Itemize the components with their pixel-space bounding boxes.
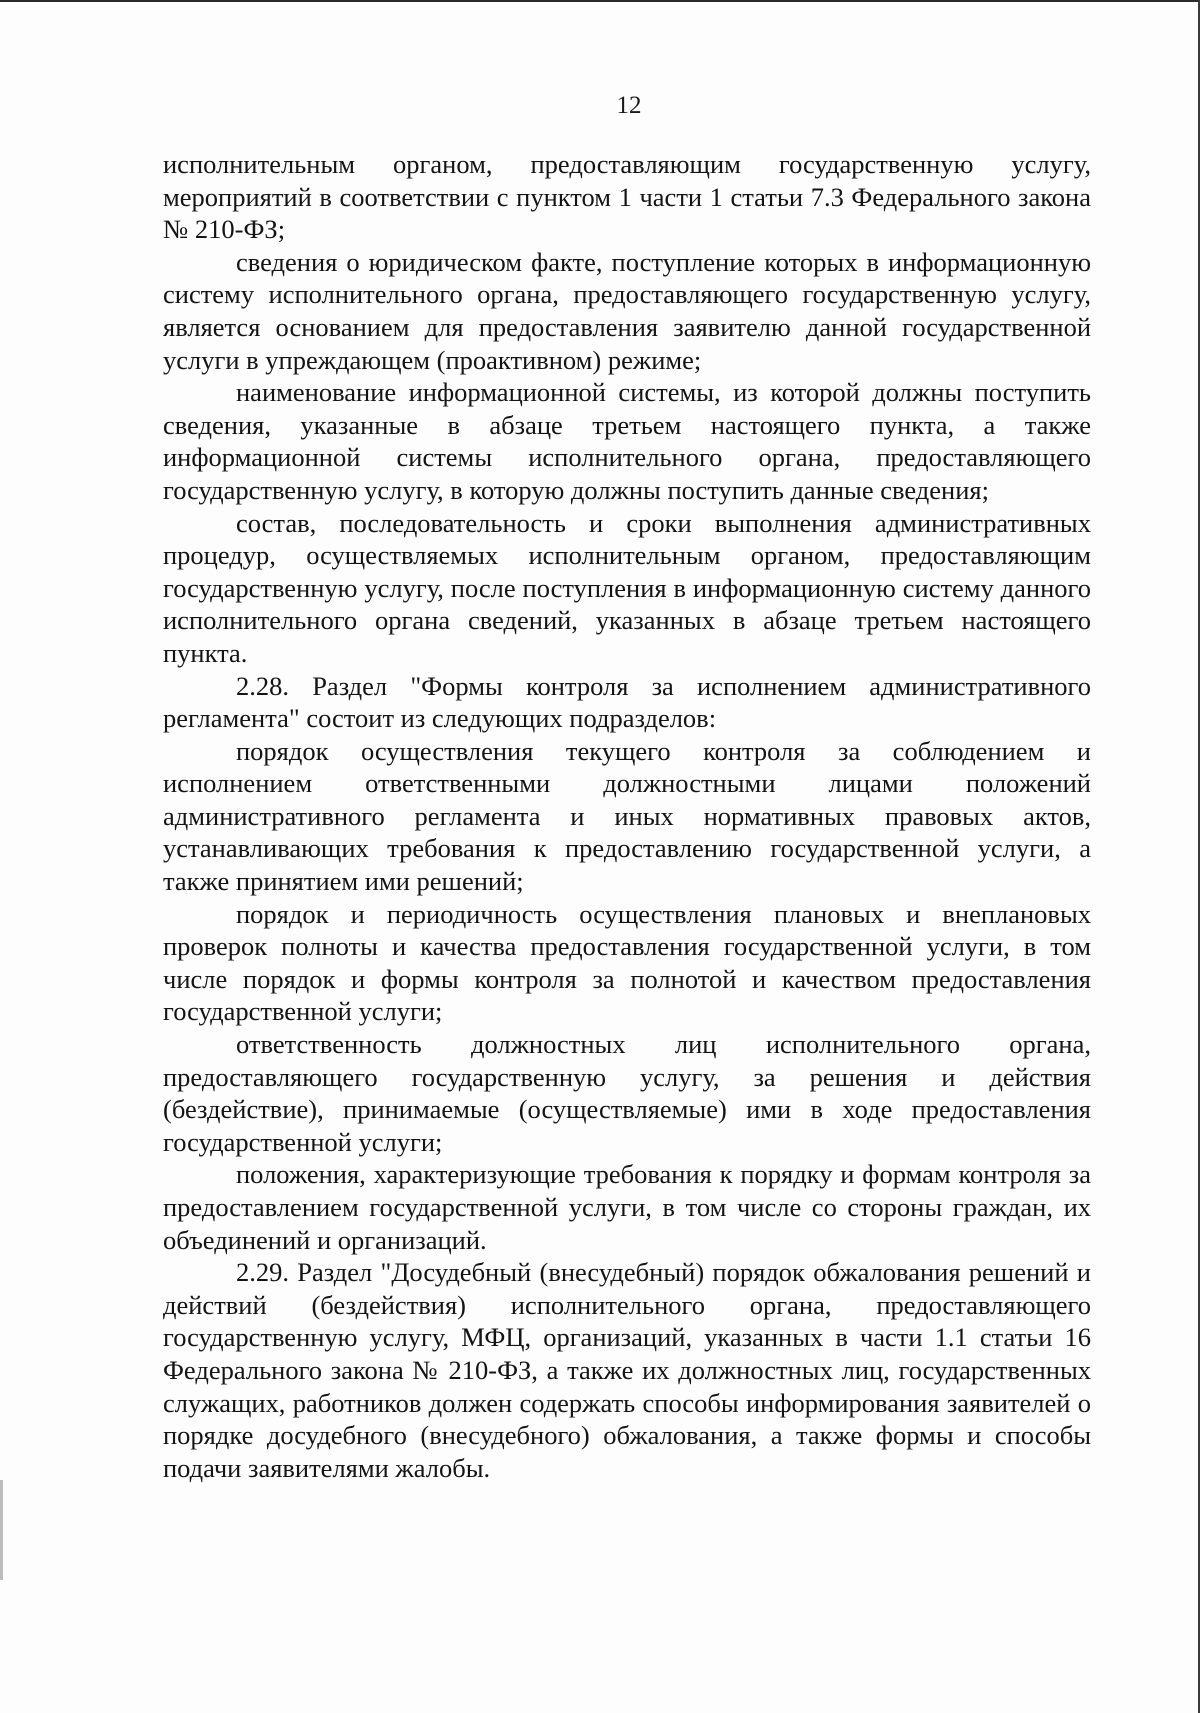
scan-border-top [0, 0, 1200, 2]
paragraph-4: состав, последовательность и сроки выполнения административных процедур, осуществляемых исполнительным органом, предоставляющим государственную услугу, после поступления в информационную систему данного исполнительного органа сведений, указанных в абзаце третьем настоящего пункта. [163, 507, 1091, 668]
paragraph-1: исполнительным органом, предоставляющим государственную услугу, мероприятий в соответствии с пунктом 1 части 1 статьи 7.3 Федерального закона № 210-ФЗ; [163, 149, 1091, 245]
paragraph-8: ответственность должностных лиц исполнительного органа, предоставляющего государственную услугу, за решения и действия (бездействие), принимаемые (осуществляемые) ими в ходе предоставления государственной услуги; [163, 1029, 1091, 1157]
paragraph-2-29-heading: 2.29. Раздел "Досудебный (внесудебный) порядок обжалования решений и действий (бездействия) исполнительного органа, предоставляющего государственную услугу, МФЦ, организаций, указанных в части 1.1 статьи 16 Федерального закона № 210-ФЗ, а также их должностных лиц, государственных служащих, работников должен содержать способы информирования заявителей о порядке досудебного (внесудебного) обжалования, а также формы и способы подачи заявителями жалобы. [163, 1257, 1091, 1483]
page-number: 12 [616, 92, 642, 119]
paragraph-6: порядок осуществления текущего контроля за соблюдением и исполнением ответственными должностными лицами положений административного регламента и иных нормативных правовых актов, устанавливающих требования к предоставлению государственной услуги, а также принятием ими решений; [163, 735, 1091, 897]
paragraph-3: наименование информационной системы, из которой должны поступить сведения, указанные в абзаце третьем настоящего пункта, а также информационной системы исполнительного органа, предоставляющего государственную услугу, в которую должны поступить данные сведения; [163, 377, 1091, 505]
paragraph-9: положения, характеризующие требования к порядку и формам контроля за предоставлением государственной услуги, в том числе со стороны граждан, их объединений и организаций. [163, 1159, 1091, 1255]
scan-border-left-mark [0, 1480, 3, 1580]
paragraph-2-28-heading: 2.28. Раздел "Формы контроля за исполнением административного регламента" состоит из следующих подразделов: [163, 670, 1091, 734]
document-body [163, 148, 1091, 1484]
paragraph-2: сведения о юридическом факте, поступление которых в информационную систему исполнительного органа, предоставляющего государственную услугу, является основанием для предоставления заявителю данной государственной услуги в упреждающем (проактивном) режиме; [163, 246, 1091, 375]
paragraph-7: порядок и периодичность осуществления плановых и внеплановых проверок полноты и качества предоставления государственной услуги, в том числе порядок и формы контроля за полнотой и качеством предоставления государственной услуги; [163, 898, 1091, 1027]
